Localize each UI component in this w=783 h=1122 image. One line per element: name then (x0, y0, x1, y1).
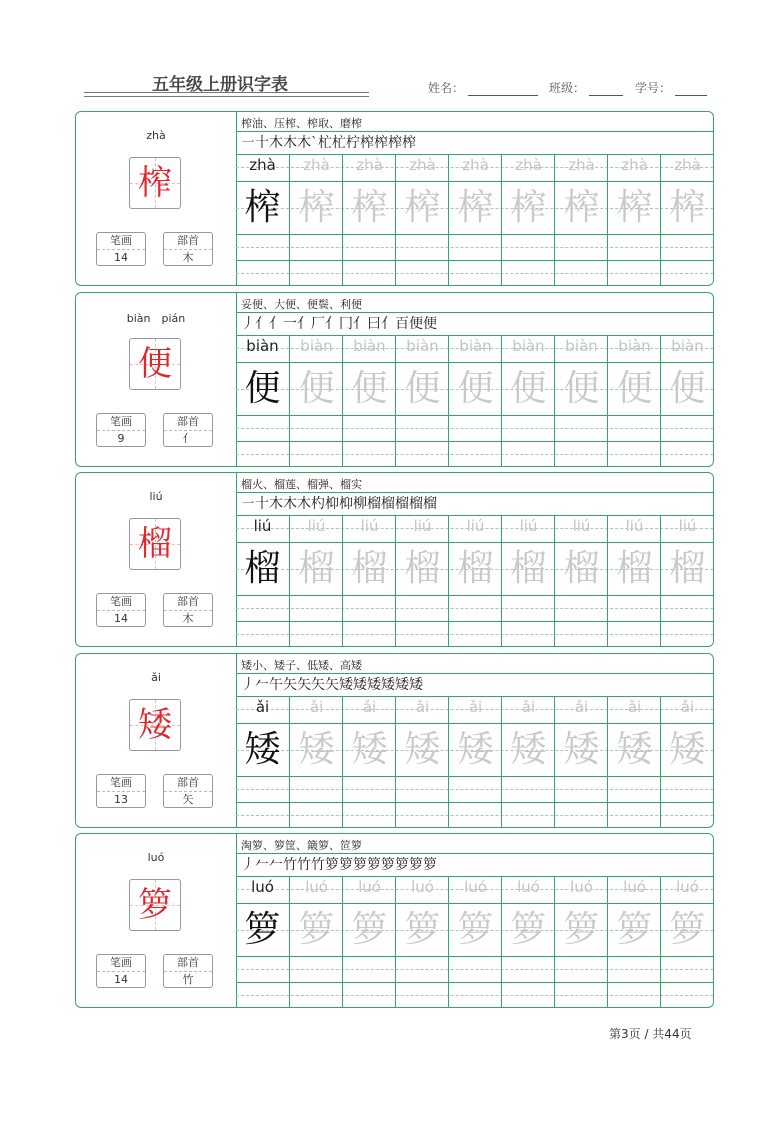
practice-panel (236, 293, 713, 466)
character-glyph: 矮 (138, 705, 172, 745)
character-card (75, 472, 714, 647)
stroke-step: 亻曰 (353, 316, 381, 332)
character-info-panel (76, 654, 237, 827)
character-display-box (129, 879, 181, 931)
page-title: 五年级上册识字表 (152, 75, 288, 95)
stroke-step: 木 (297, 496, 311, 512)
practice-character: 榨 (457, 187, 494, 228)
practice-pinyin: biàn (618, 337, 651, 355)
stroke-order (241, 493, 437, 514)
stroke-step: 十 (255, 496, 269, 512)
practice-character: 榨 (404, 187, 441, 228)
stroke-step: 矮 (381, 677, 395, 693)
practice-character: 榨 (510, 187, 547, 228)
practice-character: 箩 (510, 909, 547, 950)
practice-cell[interactable] (501, 336, 554, 466)
practice-cell[interactable] (607, 336, 660, 466)
student-id-blank[interactable] (675, 83, 707, 96)
stroke-step: 矮 (367, 677, 381, 693)
practice-pinyin: liú (466, 517, 485, 535)
character-display-box (129, 518, 181, 570)
stroke-step: 木 (269, 135, 283, 151)
practice-character: 榨 (298, 187, 335, 228)
practice-cell[interactable] (395, 155, 448, 285)
stroke-step: 矮 (395, 677, 409, 693)
class-blank[interactable] (589, 83, 623, 96)
stroke-count-label: 笔画 (97, 414, 145, 431)
stroke-order (241, 132, 416, 153)
practice-character: 矮 (298, 729, 335, 770)
practice-cell[interactable] (236, 877, 289, 1007)
practice-cell[interactable] (554, 336, 607, 466)
practice-cell[interactable] (660, 697, 713, 827)
practice-character: 便 (457, 368, 494, 409)
practice-pinyin: zhà (409, 156, 436, 174)
radical-box (163, 954, 213, 988)
student-id-field[interactable] (635, 79, 707, 96)
example-words: 榴火、榴莲、榴弹、榴实 (241, 478, 362, 491)
stroke-count-value: 13 (114, 793, 128, 806)
character-card (75, 111, 714, 286)
radical-label: 部首 (164, 594, 212, 611)
practice-cell[interactable] (395, 877, 448, 1007)
practice-cell[interactable] (660, 155, 713, 285)
practice-cell[interactable] (554, 877, 607, 1007)
stroke-step: 矢 (297, 677, 311, 693)
name-field[interactable] (428, 79, 538, 96)
practice-character: 榴 (404, 548, 441, 589)
stroke-count-value: 9 (117, 432, 125, 445)
practice-character: 榨 (351, 187, 388, 228)
writing-grid (236, 516, 713, 646)
character-glyph: 便 (138, 344, 172, 384)
practice-cell[interactable] (342, 877, 395, 1007)
practice-cell[interactable] (501, 155, 554, 285)
stroke-step: 木 (283, 135, 297, 151)
practice-character: 榴 (351, 548, 388, 589)
stroke-count-box (96, 232, 146, 266)
character-pinyin: biàn pián (126, 312, 186, 325)
stroke-step: 榴 (367, 496, 381, 512)
practice-cell[interactable] (289, 155, 342, 285)
example-words: 淘箩、箩筐、簸箩、笸箩 (241, 839, 362, 852)
practice-character: 矮 (404, 729, 441, 770)
practice-cell[interactable] (395, 516, 448, 646)
practice-character: 箩 (669, 909, 706, 950)
stroke-count-box (96, 593, 146, 627)
radical-value: 木 (182, 251, 194, 264)
title-underline-2 (84, 96, 369, 97)
practice-pinyin: biàn (512, 337, 545, 355)
practice-character: 箩 (351, 909, 388, 950)
practice-pinyin: ǎi (468, 698, 483, 716)
title-underline (84, 92, 369, 93)
radical-label: 部首 (164, 233, 212, 250)
practice-character: 榨 (244, 187, 281, 228)
practice-cell[interactable] (660, 336, 713, 466)
practice-cell[interactable] (501, 697, 554, 827)
practice-cell[interactable] (660, 516, 713, 646)
stroke-step: 亻百 (381, 316, 409, 332)
stroke-step: 矮 (409, 677, 423, 693)
practice-cell[interactable] (501, 516, 554, 646)
practice-pinyin: luó (305, 878, 328, 896)
stroke-step: 榴 (381, 496, 395, 512)
stroke-count-box (96, 413, 146, 447)
practice-pinyin: zhà (462, 156, 489, 174)
stroke-step: 榴 (423, 496, 437, 512)
practice-pinyin: liú (572, 517, 591, 535)
stroke-step: 矮 (339, 677, 353, 693)
stroke-step: 竹 (311, 857, 325, 873)
practice-cell[interactable] (554, 155, 607, 285)
practice-character: 榨 (669, 187, 706, 228)
practice-cell[interactable] (607, 877, 660, 1007)
practice-character: 便 (351, 368, 388, 409)
character-card (75, 653, 714, 828)
practice-character: 便 (404, 368, 441, 409)
practice-cell[interactable] (342, 336, 395, 466)
stroke-step: 亻冂 (325, 316, 353, 332)
radical-box (163, 593, 213, 627)
stroke-count-label: 笔画 (97, 775, 145, 792)
practice-cell[interactable] (289, 516, 342, 646)
stroke-step: 矢 (325, 677, 339, 693)
practice-character: 箩 (563, 909, 600, 950)
stroke-step: 榨 (374, 135, 388, 151)
radical-box (163, 774, 213, 808)
stroke-count-label: 笔画 (97, 594, 145, 611)
practice-cell[interactable] (289, 336, 342, 466)
practice-cell[interactable] (607, 697, 660, 827)
practice-character: 矮 (351, 729, 388, 770)
practice-character: 箩 (404, 909, 441, 950)
practice-cell[interactable] (448, 516, 501, 646)
practice-cell[interactable] (236, 155, 289, 285)
practice-pinyin: ǎi (415, 698, 430, 716)
radical-value: 木 (182, 612, 194, 625)
character-display-box (129, 699, 181, 751)
practice-cell[interactable] (554, 516, 607, 646)
practice-cell[interactable] (395, 336, 448, 466)
practice-pinyin: zhà (674, 156, 701, 174)
character-pinyin: luó (147, 851, 165, 864)
stroke-step: 木` (297, 135, 318, 151)
practice-pinyin: zhà (621, 156, 648, 174)
example-words: 榨油、压榨、榨取、磨榨 (241, 117, 362, 130)
character-info-panel (76, 112, 237, 285)
stroke-step: 竹 (283, 857, 297, 873)
stroke-count-box (96, 954, 146, 988)
practice-character: 矮 (244, 729, 281, 770)
practice-cell[interactable] (607, 516, 660, 646)
practice-character: 箩 (457, 909, 494, 950)
stroke-step: 柠 (346, 135, 360, 151)
stroke-step: 箩 (325, 857, 339, 873)
radical-label: 部首 (164, 414, 212, 431)
practice-cell[interactable] (501, 877, 554, 1007)
practice-cell[interactable] (236, 336, 289, 466)
character-pinyin: zhà (146, 129, 166, 142)
practice-character: 便 (298, 368, 335, 409)
character-info-panel (76, 834, 237, 1007)
radical-box (163, 232, 213, 266)
stroke-step: 亻一 (269, 316, 297, 332)
character-card (75, 833, 714, 1008)
practice-character: 箩 (616, 909, 653, 950)
practice-pinyin: liú (625, 517, 644, 535)
stroke-step: 矮 (353, 677, 367, 693)
practice-pinyin: liú (519, 517, 538, 535)
stroke-step: 榴 (395, 496, 409, 512)
stroke-step: 便 (409, 316, 423, 332)
practice-pinyin: biàn (459, 337, 492, 355)
practice-pinyin: biàn (565, 337, 598, 355)
stroke-step: 亻厂 (297, 316, 325, 332)
practice-pinyin: liú (307, 517, 326, 535)
practice-character: 便 (244, 368, 281, 409)
stroke-step: 丿 (241, 857, 255, 873)
character-pinyin: liú (149, 490, 163, 503)
stroke-step: ㇐ (241, 135, 255, 151)
practice-pinyin: ǎi (574, 698, 589, 716)
practice-character: 便 (616, 368, 653, 409)
stroke-step: 箩 (381, 857, 395, 873)
practice-pinyin: liú (360, 517, 379, 535)
stroke-step: 箩 (367, 857, 381, 873)
practice-pinyin: ǎi (255, 698, 270, 716)
practice-cell[interactable] (660, 877, 713, 1007)
stroke-step: 𠂉 (255, 857, 269, 873)
practice-pinyin: zhà (568, 156, 595, 174)
character-info-panel (76, 473, 237, 646)
practice-pinyin: luó (464, 878, 487, 896)
practice-pinyin: liú (678, 517, 697, 535)
practice-character: 便 (510, 368, 547, 409)
stroke-step: 亻 (255, 316, 269, 332)
stroke-step: 箩 (423, 857, 437, 873)
practice-pinyin: biàn (246, 337, 279, 355)
practice-cell[interactable] (236, 516, 289, 646)
practice-character: 箩 (244, 909, 281, 950)
stroke-count-label: 笔画 (97, 955, 145, 972)
stroke-order (241, 854, 437, 875)
practice-cell[interactable] (342, 697, 395, 827)
stroke-step: 便 (423, 316, 437, 332)
stroke-count-value: 14 (114, 251, 128, 264)
practice-pinyin: biàn (406, 337, 439, 355)
practice-pinyin: luó (358, 878, 381, 896)
practice-character: 榨 (563, 187, 600, 228)
practice-cell[interactable] (342, 155, 395, 285)
writing-grid (236, 155, 713, 285)
practice-panel (236, 834, 713, 1007)
stroke-step: 丿 (241, 677, 255, 693)
practice-pinyin: luó (570, 878, 593, 896)
name-blank[interactable] (468, 83, 538, 96)
writing-grid (236, 877, 713, 1007)
practice-pinyin: liú (253, 517, 272, 535)
practice-cell[interactable] (342, 516, 395, 646)
practice-cell[interactable] (448, 155, 501, 285)
practice-character: 矮 (563, 729, 600, 770)
practice-pinyin: zhà (249, 156, 276, 174)
example-words: 妥便、大便、便鬓、利便 (241, 298, 362, 311)
practice-pinyin: biàn (300, 337, 333, 355)
practice-pinyin: ǎi (309, 698, 324, 716)
practice-pinyin: biàn (353, 337, 386, 355)
practice-cell[interactable] (554, 697, 607, 827)
stroke-step: 木 (269, 496, 283, 512)
practice-character: 榨 (616, 187, 653, 228)
character-pinyin: ǎi (151, 671, 161, 684)
worksheet-header (0, 0, 783, 110)
stroke-step: 木 (283, 496, 297, 512)
stroke-step: 柳 (353, 496, 367, 512)
stroke-step: 箩 (353, 857, 367, 873)
stroke-step: ㇐ (241, 496, 255, 512)
stroke-count-label: 笔画 (97, 233, 145, 250)
practice-pinyin: luó (251, 878, 274, 896)
stroke-step: 矢 (311, 677, 325, 693)
practice-pinyin: luó (517, 878, 540, 896)
writing-grid (236, 697, 713, 827)
radical-label: 部首 (164, 955, 212, 972)
class-field[interactable] (549, 79, 623, 96)
example-words: 矮小、矮子、低矮、高矮 (241, 659, 362, 672)
practice-character: 榴 (298, 548, 335, 589)
radical-label: 部首 (164, 775, 212, 792)
character-glyph: 榴 (138, 524, 172, 564)
practice-character: 便 (669, 368, 706, 409)
practice-character: 榴 (510, 548, 547, 589)
student-id-label: 学号： (635, 81, 672, 95)
stroke-count-box (96, 774, 146, 808)
stroke-step: 箩 (395, 857, 409, 873)
stroke-step: 𠂉 (255, 677, 269, 693)
practice-pinyin: zhà (515, 156, 542, 174)
practice-cell[interactable] (289, 877, 342, 1007)
page-number: 第3页 / 共44页 (609, 1027, 692, 1041)
practice-panel (236, 473, 713, 646)
practice-pinyin: luó (411, 878, 434, 896)
stroke-step: 杧 (332, 135, 346, 151)
stroke-step: 十 (255, 135, 269, 151)
stroke-step: 𠂉 (269, 857, 283, 873)
character-glyph: 榨 (138, 163, 172, 203)
practice-pinyin: biàn (671, 337, 704, 355)
practice-character: 矮 (616, 729, 653, 770)
stroke-step: 杓 (311, 496, 325, 512)
class-label: 班级： (549, 81, 586, 95)
practice-character: 箩 (298, 909, 335, 950)
practice-character: 榴 (244, 548, 281, 589)
character-card (75, 292, 714, 467)
practice-pinyin: zhà (303, 156, 330, 174)
practice-panel (236, 654, 713, 827)
stroke-step: 箩 (409, 857, 423, 873)
practice-character: 榴 (457, 548, 494, 589)
practice-cell[interactable] (448, 336, 501, 466)
radical-box (163, 413, 213, 447)
practice-cell[interactable] (236, 697, 289, 827)
radical-value: 矢 (182, 793, 194, 806)
radical-value: 竹 (182, 973, 194, 986)
character-info-panel (76, 293, 237, 466)
stroke-step: 箩 (339, 857, 353, 873)
stroke-step: 榨 (360, 135, 374, 151)
practice-pinyin: ǎi (521, 698, 536, 716)
practice-panel (236, 112, 713, 285)
stroke-count-value: 14 (114, 973, 128, 986)
name-label: 姓名： (428, 81, 465, 95)
practice-cell[interactable] (607, 155, 660, 285)
practice-cell[interactable] (448, 697, 501, 827)
practice-cell[interactable] (448, 877, 501, 1007)
practice-character: 便 (563, 368, 600, 409)
practice-character: 矮 (669, 729, 706, 770)
practice-pinyin: zhà (356, 156, 383, 174)
stroke-step: 午 (269, 677, 283, 693)
stroke-step: 杧 (318, 135, 332, 151)
stroke-step: 榴 (409, 496, 423, 512)
practice-pinyin: luó (623, 878, 646, 896)
stroke-step: 竹 (297, 857, 311, 873)
character-display-box (129, 157, 181, 209)
stroke-step: 丿 (241, 316, 255, 332)
practice-character: 榴 (563, 548, 600, 589)
practice-character: 榴 (669, 548, 706, 589)
stroke-count-value: 14 (114, 612, 128, 625)
character-glyph: 箩 (138, 885, 172, 925)
practice-cell[interactable] (289, 697, 342, 827)
stroke-step: 榨 (388, 135, 402, 151)
practice-character: 榴 (616, 548, 653, 589)
stroke-step: 榨 (402, 135, 416, 151)
practice-pinyin: ǎi (627, 698, 642, 716)
practice-pinyin: ǎi (362, 698, 377, 716)
practice-pinyin: ǎi (680, 698, 695, 716)
stroke-step: 矢 (283, 677, 297, 693)
practice-pinyin: liú (413, 517, 432, 535)
stroke-step: 枊 (325, 496, 339, 512)
stroke-order (241, 674, 423, 695)
practice-pinyin: luó (676, 878, 699, 896)
character-display-box (129, 338, 181, 390)
practice-cell[interactable] (395, 697, 448, 827)
practice-character: 矮 (457, 729, 494, 770)
practice-character: 矮 (510, 729, 547, 770)
stroke-step: 枊 (339, 496, 353, 512)
stroke-order (241, 313, 437, 334)
writing-grid (236, 336, 713, 466)
radical-value: 亻 (182, 432, 194, 445)
